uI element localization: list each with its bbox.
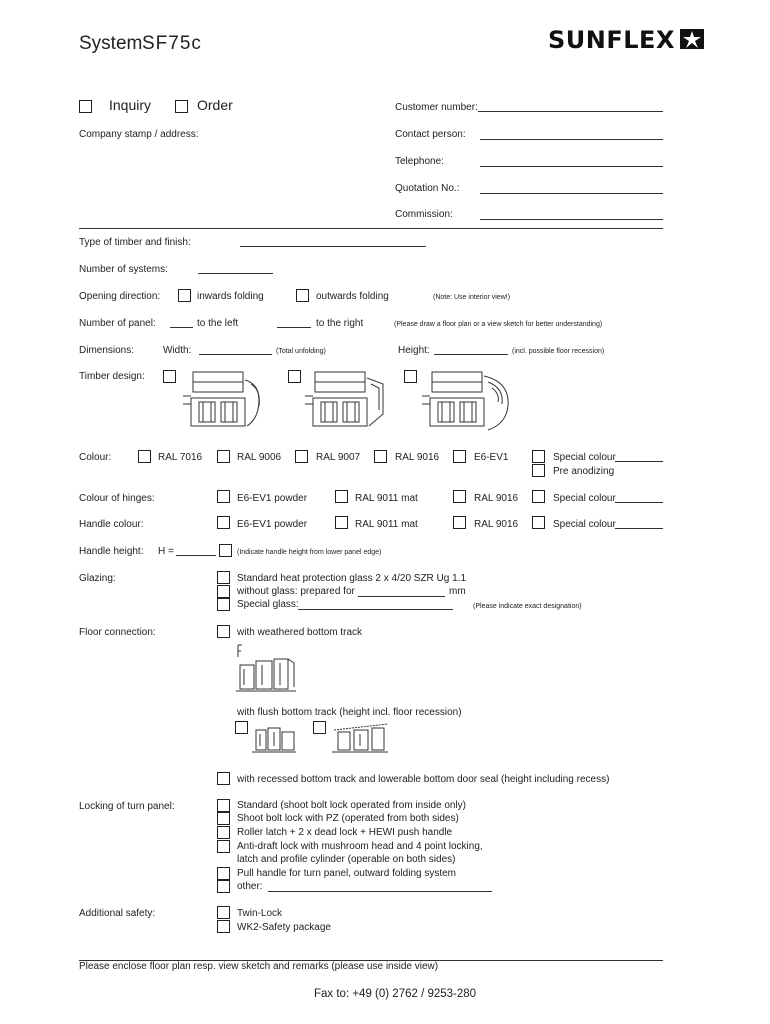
floor-weathered-checkbox[interactable] [217,625,230,638]
order-checkbox[interactable] [175,100,188,113]
glazing-mm-label: mm [449,586,466,597]
hinges-special-label: Special colour [553,493,616,504]
floor-recessed-checkbox[interactable] [217,772,230,785]
section-divider [79,228,663,229]
floor-weathered-label: with weathered bottom track [237,627,363,638]
hinges-ral9011-label: RAL 9011 mat [355,493,418,504]
inquiry-checkbox[interactable] [79,100,92,113]
panels-left-field[interactable] [170,327,193,328]
colour-ral9007-checkbox[interactable] [295,450,308,463]
outwards-label: outwards folding [316,291,389,302]
handle-ral9016-checkbox[interactable] [453,516,466,529]
contact-person-field[interactable] [480,139,663,140]
customer-number-field[interactable] [478,111,663,112]
order-label: Order [197,97,233,113]
timber-profile-3-drawing [422,370,522,434]
safety-label: Additional safety: [79,908,156,919]
safety-twinlock-label: Twin-Lock [237,908,283,919]
opening-direction-label: Opening direction: [79,291,161,302]
handle-special-field[interactable] [615,528,663,529]
glazing-standard-label: Standard heat protection glass 2 x 4/20 SZR Ug 1.1 [237,573,467,584]
height-note: (incl. possible floor recession) [512,348,605,355]
fax-number: Fax to: +49 (0) 2762 / 9253-280 [314,988,477,1000]
lock-roller-label: Roller latch + 2 x dead lock + HEWI push handle [237,827,453,838]
floor-flush-2-checkbox[interactable] [313,721,326,734]
glazing-special-checkbox[interactable] [217,598,230,611]
timber-profile-2-drawing [305,370,397,434]
height-label: Height: [398,345,430,356]
timber-design-2-checkbox[interactable] [288,370,301,383]
lock-pull-handle-label: Pull handle for turn panel, outward folding system [237,868,457,879]
handle-height-label: Handle height: [79,546,144,557]
handle-height-checkbox[interactable] [219,544,232,557]
timber-finish-field[interactable] [240,246,426,247]
outwards-checkbox[interactable] [296,289,309,302]
width-label: Width: [163,345,192,356]
timber-design-label: Timber design: [79,371,145,382]
number-systems-label: Number of systems: [79,264,168,275]
glazing-special-label: Special glass: [237,599,299,610]
lock-standard-label: Standard (shoot bolt lock operated from inside only) [237,800,467,811]
colour-ral9007-label: RAL 9007 [316,452,361,463]
width-note: (Total unfolding) [276,348,326,355]
inwards-checkbox[interactable] [178,289,191,302]
glazing-note: (Please indicate exact designation) [473,603,582,610]
number-systems-field[interactable] [198,273,273,274]
glazing-without-checkbox[interactable] [217,585,230,598]
glazing-special-field[interactable] [298,609,453,610]
handle-height-note: (Indicate handle height from lower panel edge) [237,549,382,556]
inquiry-label: Inquiry [109,97,152,113]
colour-ral7016-label: RAL 7016 [158,452,203,463]
panels-note: (Please draw a floor plan or a view sketch for better understanding) [394,321,603,328]
hinges-ral9016-label: RAL 9016 [474,493,519,504]
colour-ral9016-label: RAL 9016 [395,452,440,463]
safety-wk2-label: WK2-Safety package [237,922,331,933]
hinges-e6ev1-checkbox[interactable] [217,490,230,503]
lock-roller-checkbox[interactable] [217,826,230,839]
panels-left-label: to the left [197,318,239,329]
glazing-without-field[interactable] [358,596,445,597]
hinges-ral9016-checkbox[interactable] [453,490,466,503]
system-label: System [79,33,143,54]
hinges-special-field[interactable] [615,502,663,503]
colour-special-checkbox[interactable] [532,450,545,463]
glazing-label: Glazing: [79,573,116,584]
quotation-field[interactable] [480,193,663,194]
floor-flush-1-checkbox[interactable] [235,721,248,734]
handle-colour-label: Handle colour: [79,519,144,530]
lock-pz-label: Shoot bolt lock with PZ (operated from both sides) [237,813,459,824]
sunflex-logo [548,26,705,54]
handle-special-label: Special colour [553,519,616,530]
timber-design-1-checkbox[interactable] [163,370,176,383]
contact-person-label: Contact person: [395,129,466,140]
hinges-ral9011-checkbox[interactable] [335,490,348,503]
timber-design-3-checkbox[interactable] [404,370,417,383]
handle-e6ev1-label: E6-EV1 powder [237,519,308,530]
lock-pz-checkbox[interactable] [217,812,230,825]
company-stamp-label: Company stamp / address: [79,129,199,140]
lock-other-checkbox[interactable] [217,880,230,893]
quotation-label: Quotation No.: [395,183,460,194]
dimensions-label: Dimensions: [79,345,135,356]
lock-other-label: other: [237,881,263,892]
glazing-without-label: without glass: prepared for [237,586,355,597]
handle-ral9011-label: RAL 9011 mat [355,519,418,530]
handle-ral9016-label: RAL 9016 [474,519,519,530]
height-field[interactable] [434,354,508,355]
floor-recessed-label: with recessed bottom track and lowerable bottom door seal (height including recess) [237,774,610,785]
colour-ral9016-checkbox[interactable] [374,450,387,463]
lock-pull-handle-checkbox[interactable] [217,867,230,880]
lock-antidraft-label: Anti-draft lock with mushroom head and 4 point locking, [237,841,483,852]
opening-note: (Note: Use interior view!) [433,294,511,301]
handle-height-h: H = [158,546,174,557]
colour-label: Colour: [79,452,112,463]
hinges-label: Colour of hinges: [79,493,155,504]
width-field[interactable] [199,354,272,355]
inwards-label: inwards folding [197,291,264,302]
floor-connection-label: Floor connection: [79,627,156,638]
commission-field[interactable] [480,219,663,220]
pre-anodizing-checkbox[interactable] [532,464,545,477]
telephone-label: Telephone: [395,156,444,167]
footer-note: Please enclose floor plan resp. view sketch and remarks (please use inside view) [79,961,439,972]
colour-e6ev1-label: E6-EV1 [474,452,509,463]
logo-text: SUNFLEX [548,26,675,54]
lock-other-field[interactable] [268,891,492,892]
hinges-special-checkbox[interactable] [532,490,545,503]
colour-e6ev1-checkbox[interactable] [453,450,466,463]
lock-antidraft-cont: latch and profile cylinder (operable on both sides) [237,854,456,865]
system-name: SF75c [142,33,202,54]
colour-special-field[interactable] [615,461,663,462]
lock-standard-checkbox[interactable] [217,799,230,812]
floor-flush-label: with flush bottom track (height incl. floor recession) [237,707,462,718]
colour-ral9006-checkbox[interactable] [217,450,230,463]
hinges-e6ev1-label: E6-EV1 powder [237,493,308,504]
colour-special-label: Special colour [553,452,616,463]
handle-e6ev1-checkbox[interactable] [217,516,230,529]
customer-number-label: Customer number: [395,102,478,113]
handle-ral9011-checkbox[interactable] [335,516,348,529]
timber-finish-label: Type of timber and finish: [79,237,191,248]
handle-special-checkbox[interactable] [532,516,545,529]
flush-track-1-drawing [252,722,298,756]
glazing-standard-checkbox[interactable] [217,571,230,584]
weathered-track-drawing [236,643,298,695]
number-panel-label: Number of panel: [79,318,156,329]
commission-label: Commission: [395,209,453,220]
colour-ral9006-label: RAL 9006 [237,452,282,463]
timber-profile-1-drawing [183,370,275,434]
safety-wk2-checkbox[interactable] [217,920,230,933]
handle-height-field[interactable] [176,555,216,556]
panels-right-field[interactable] [277,327,311,328]
safety-twinlock-checkbox[interactable] [217,906,230,919]
locking-label: Locking of turn panel: [79,801,175,812]
flush-track-2-drawing [332,720,390,756]
panels-right-label: to the right [316,318,364,329]
lock-antidraft-checkbox[interactable] [217,840,230,853]
pre-anodizing-label: Pre anodizing [553,466,615,477]
colour-ral7016-checkbox[interactable] [138,450,151,463]
telephone-field[interactable] [480,166,663,167]
logo-star-icon [679,28,705,50]
